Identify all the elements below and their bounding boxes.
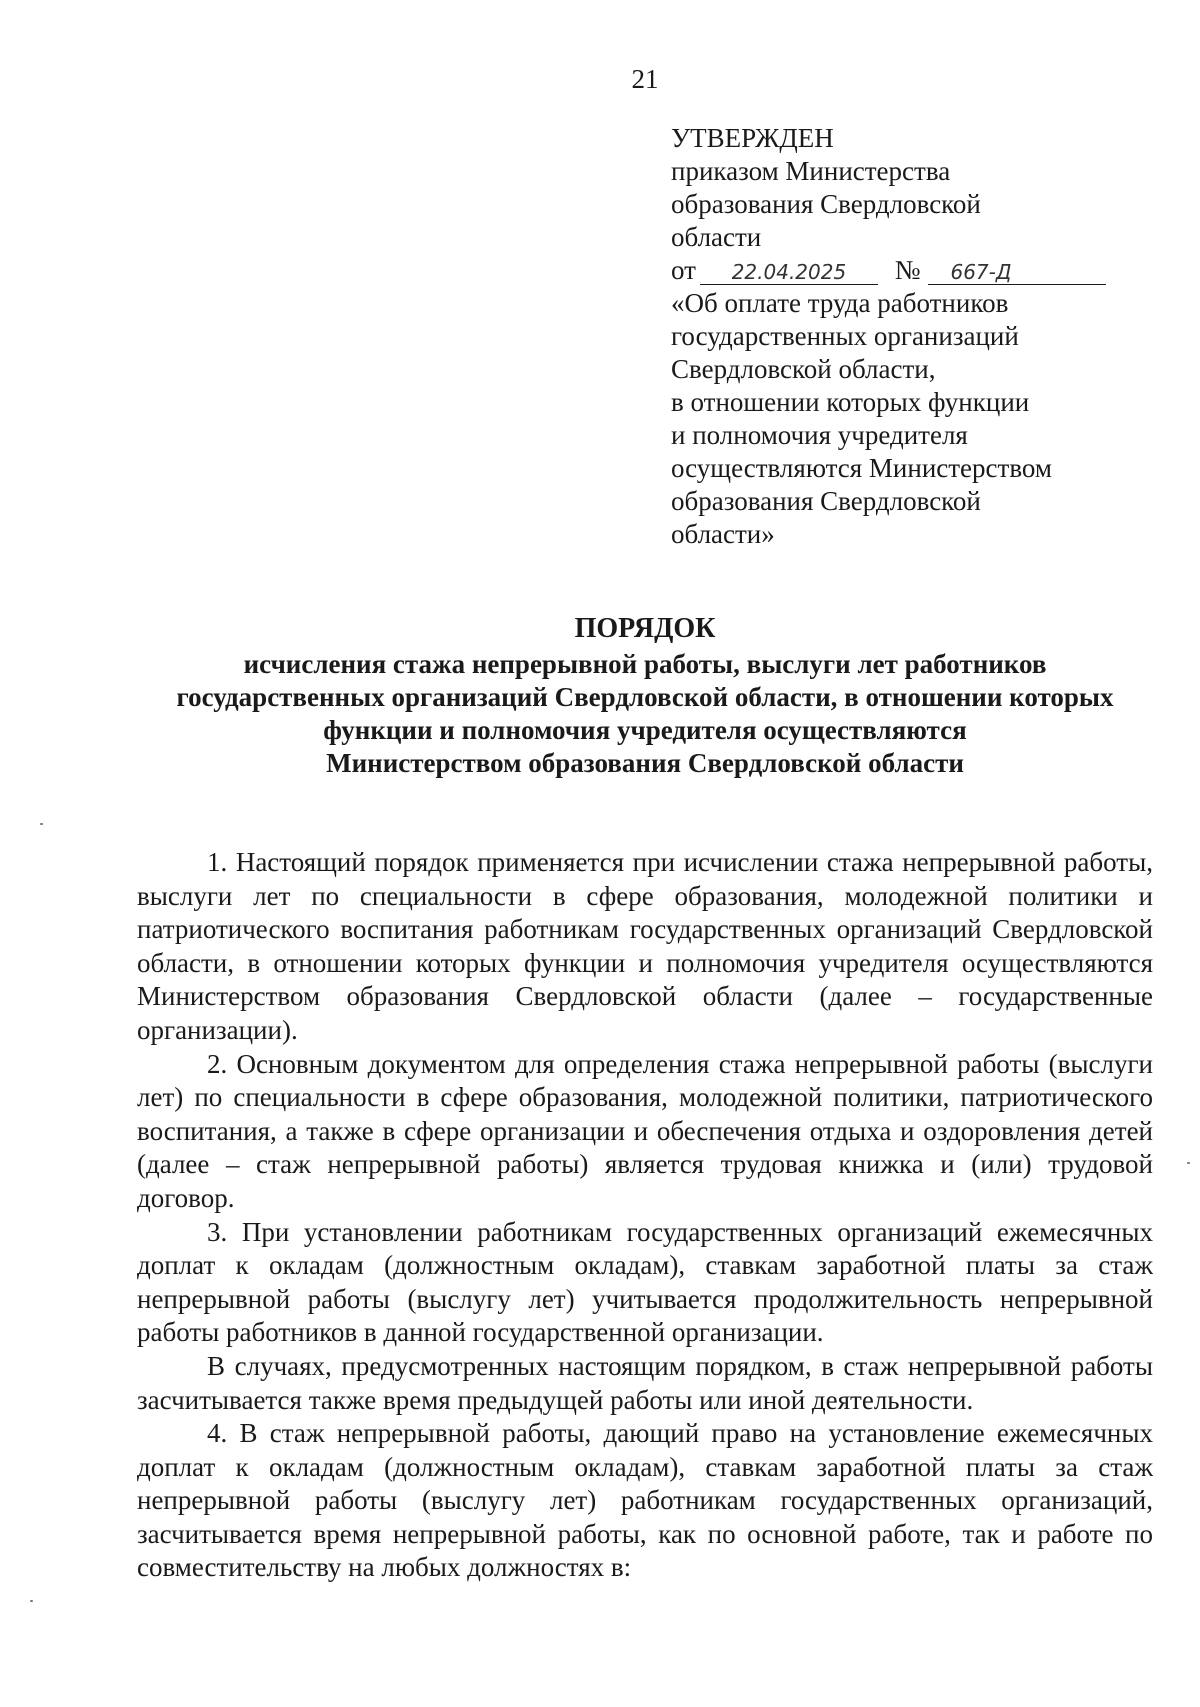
- document-body: [137, 846, 1153, 1585]
- order-title-line: образования Свердловской: [671, 486, 981, 516]
- approval-heading: УТВЕРЖДЕН: [671, 123, 834, 153]
- order-title-line: «Об оплате труда работников: [671, 288, 1009, 318]
- approval-line: образования Свердловской: [671, 189, 981, 219]
- document-subtitle-line: государственных организаций Свердловской области, в отношении которых: [176, 682, 1114, 712]
- order-title-line: Свердловской области,: [671, 354, 936, 384]
- order-title-line: государственных организаций: [671, 321, 1019, 351]
- handwritten-date: 22.04.2025: [700, 260, 878, 285]
- order-title-line: осуществляются Министерством: [671, 453, 1052, 483]
- number-prefix: №: [894, 255, 921, 285]
- page-number: 21: [631, 64, 659, 94]
- document-title-block: [128, 612, 1162, 780]
- scan-speck: [40, 823, 43, 825]
- paragraph: 3. При установлении работникам государственных организаций ежемесячных доплат к окладам (должностным окладам), ставкам заработной платы за стаж непрерывной работы (выслугу лет) учитывается продолжительность непрерывной работы работников в данной государственной организации.: [137, 1216, 1153, 1348]
- handwritten-number: 667-Д: [928, 260, 1106, 285]
- paragraph: 4. В стаж непрерывной работы, дающий право на установление ежемесячных доплат к окладам (должностным окладам), ставкам заработной платы за стаж непрерывной работы (выслугу лет) работникам государственных организаций, засчитывается время непрерывной работы, как по основной работе, так и работе по совместительству на любых должностях в:: [137, 1418, 1153, 1583]
- paragraph: 1. Настоящий порядок применяется при исчислении стажа непрерывной работы, выслуги лет по специальности в сфере образования, молодежной политики и патриотического воспитания работникам государственных организаций Свердловской области, в отношении которых функции и полномочия учредителя осуществляются Министерством образования Свердловской области (далее – государственные организации).: [137, 847, 1153, 1045]
- approval-line: области: [671, 222, 762, 252]
- approval-date-number-row: [671, 254, 1091, 287]
- document-subtitle-line: функции и полномочия учредителя осуществляются: [323, 715, 967, 745]
- paragraph: 2. Основным документом для определения стажа непрерывной работы (выслуги лет) по специальности в сфере образования, молодежной политики, патриотического воспитания, а также в сфере организации и обеспечения отдыха и оздоровления детей (далее – стаж непрерывной работы) является трудовая книжка и (или) трудовой договор.: [137, 1048, 1153, 1213]
- order-title-line: в отношении которых функции: [671, 387, 1030, 417]
- document-title: ПОРЯДОК: [574, 613, 716, 644]
- approval-stamp-block: [671, 122, 1091, 551]
- paragraph: В случаях, предусмотренных настоящим порядком, в стаж непрерывной работы засчитывается также время предыдущей работы или иной деятельности.: [137, 1350, 1153, 1415]
- scan-speck: [1187, 1162, 1190, 1164]
- approval-line: приказом Министерства: [671, 156, 951, 186]
- order-title-line: области»: [671, 519, 775, 549]
- scan-speck: [30, 1600, 33, 1602]
- order-title-line: и полномочия учредителя: [671, 420, 968, 450]
- document-subtitle-line: исчисления стажа непрерывной работы, выслуги лет работников: [243, 649, 1047, 679]
- date-prefix: от: [671, 255, 696, 285]
- document-subtitle-line: Министерством образования Свердловской области: [326, 748, 964, 778]
